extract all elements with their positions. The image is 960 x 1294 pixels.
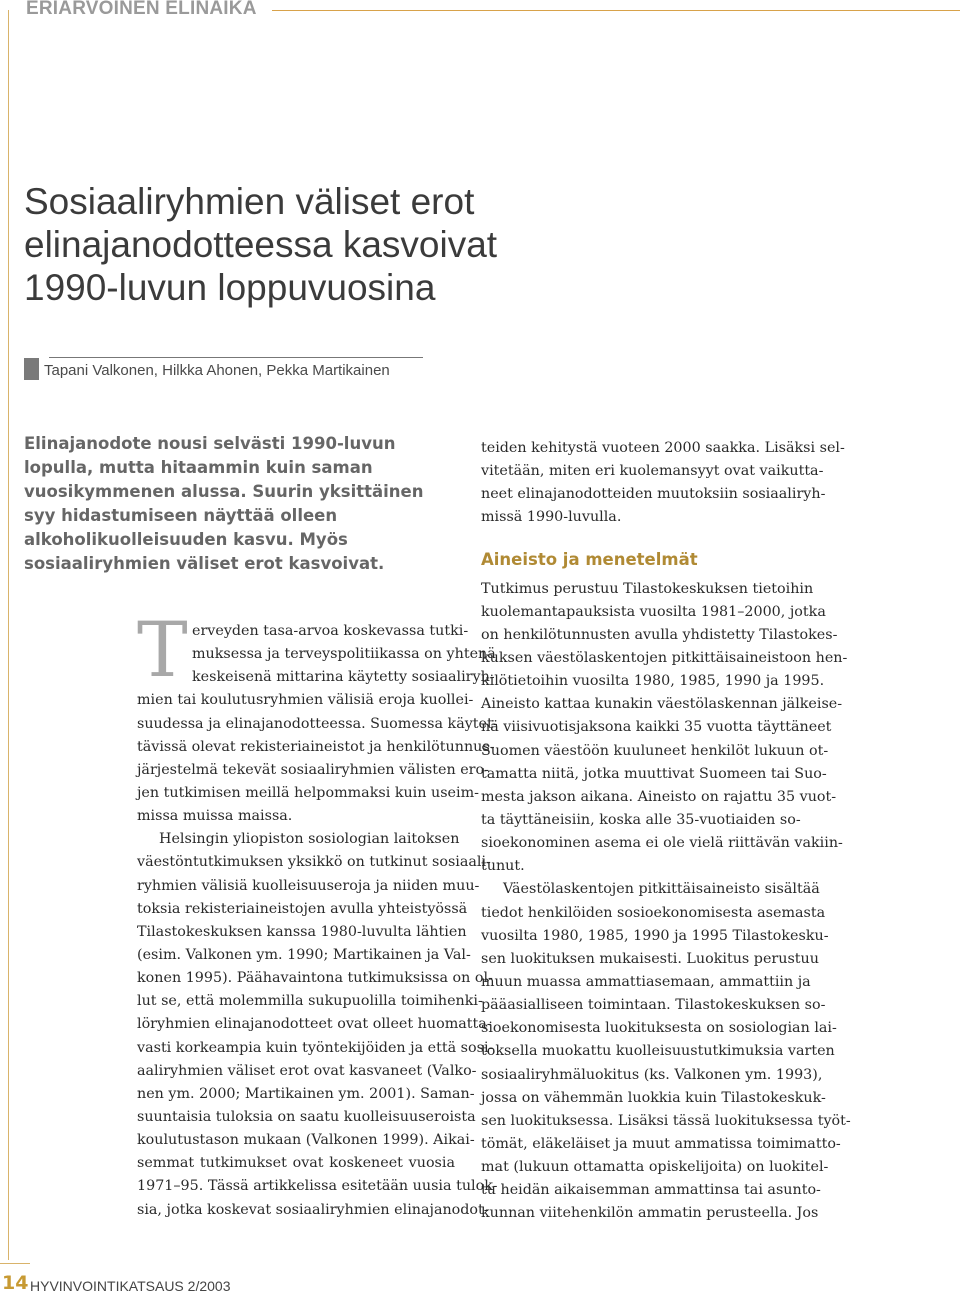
title-line: Sosiaaliryhmien väliset erot [24, 181, 475, 222]
title-line: 1990-luvun loppuvuosina [24, 267, 436, 308]
body-line: muksessa ja terveyspolitiikassa on yhtenä [192, 646, 496, 663]
body-line: tunut. [481, 858, 525, 875]
body-line: missä 1990-luvulla. [481, 509, 622, 526]
body-line: järjestelmä tekevät sosiaaliryhmien välisten ero- [137, 761, 489, 778]
body-line: väestöntutkimuksen yksikkö on tutkinut sosiaali- [137, 854, 491, 871]
author-marker [24, 358, 39, 380]
body-line: koulutustason mukaan (Valkonen 1999). Aikai- [137, 1132, 475, 1149]
body-line: kunnan viitehenkilön ammatin perusteella. Jos [481, 1205, 819, 1222]
body-line: Tilastokeskuksen kanssa 1980-luvulta lähtien [137, 923, 467, 940]
body-line: toksia rekisteriaineistojen avulla yhteistyössä [137, 900, 468, 917]
body-line: vuosilta 1980, 1985, 1990 ja 1995 Tilastokesku- [481, 927, 829, 944]
body-line: kilötietoihin vuosilta 1980, 1985, 1990 ja 1995. [481, 673, 825, 690]
running-header [0, 0, 960, 24]
body-line: mat (lukuun ottamatta opiskelijoita) on luokitel- [481, 1159, 829, 1176]
body-line: aaliryhmien väliset erot ovat kasvaneet (Valko- [137, 1062, 477, 1079]
body-line: ryhmien välisiä kuolleisuuseroja ja niiden muu- [137, 877, 480, 894]
body-line: sioekonomisesta luokituksesta on sosiologian lai- [481, 1020, 837, 1037]
page-number: 14 [2, 1272, 29, 1294]
body-line: muun muassa ammattiasemaan, ammattiin ja [481, 973, 811, 990]
body-line: tiedot henkilöiden sosioekonomisesta asemasta [481, 904, 826, 921]
title-line: elinajanodotteessa kasvoivat [24, 224, 498, 265]
body-line: suudessa ja elinajanodotteessa. Suomessa käytet- [137, 715, 498, 732]
body-line: sosiaaliryhmäluokitus (ks. Valkonen ym. 1993), [481, 1066, 823, 1083]
body-line: missa muissa maissa. [137, 808, 293, 825]
body-line: jossa on vähemmän luokkia kuin Tilastokeskuk- [481, 1089, 826, 1106]
body-line: erveyden tasa-arvoa koskevassa tutki- [192, 623, 469, 639]
authors: Tapani Valkonen, Hilkka Ahonen, Pekka Martikainen [44, 362, 390, 379]
lead-line: sosiaaliryhmien väliset erot kasvoivat. [24, 554, 385, 573]
author-rule [49, 357, 423, 358]
footer-rule [0, 1263, 30, 1264]
body-column-1 [137, 620, 498, 1222]
body-line: sioekonominen asema ei ole vielä riittävän vakiin- [481, 835, 843, 852]
body-line: löryhmien elinajanodotteet ovat olleet huomatta- [137, 1016, 492, 1033]
body-line: toksella muokattu kuolleisuustutkimuksia varten [481, 1043, 835, 1060]
section-label: ERIARVOINEN ELINAIKA [26, 0, 257, 19]
body-line: vitetään, miten eri kuolemansyyt ovat vaikutta- [481, 463, 824, 480]
body-line: tamatta niitä, jotka muuttivat Suomeen tai Suo- [481, 765, 827, 782]
publication-name: HYVINVOINTIKATSAUS 2/2003 [30, 1278, 231, 1294]
body-line: Väestölaskentojen pitkittäisaineisto sisältää [503, 881, 820, 898]
body-line: kuksen väestölaskentojen pitkittäisaineistoon hen- [481, 649, 848, 666]
body-line: on henkilötunnusten avulla yhdistetty Tilastokes- [481, 626, 838, 643]
body-line: konen 1995). Päähavaintona tutkimuksissa on ol- [137, 970, 493, 987]
body-line: suuntaisia tuloksia on saatu kuolleisuuseroista [137, 1108, 476, 1125]
header-rule [272, 10, 960, 11]
body-line: 1971–95. Tässä artikkelissa esitetään uusia tulok- [137, 1178, 498, 1195]
lead-line: vuosikymmenen alussa. Suurin yksittäinen [24, 482, 424, 501]
body-line: (esim. Valkonen ym. 1990; Martikainen ja Val- [137, 946, 471, 963]
lead-paragraph [24, 432, 424, 576]
body-line: ta täyttäneisiin, koska alle 35-vuotiaiden so- [481, 811, 801, 828]
body-line: kuolemantapauksista vuosilta 1981–2000, jotka [481, 603, 826, 620]
body-line: lut se, että molemmilla sukupuolilla toimihenki- [137, 993, 483, 1010]
lead-line: Elinajanodote nousi selvästi 1990-luvun [24, 434, 396, 453]
lead-line: syy hidastumiseen näyttää olleen [24, 506, 338, 525]
body-line: sia, jotka koskevat sosiaaliryhmien elinajanodot- [137, 1201, 489, 1218]
drop-cap: T [137, 605, 188, 694]
body-line: tu heidän aikaisemman ammattinsa tai asunto- [481, 1182, 821, 1199]
body-line: tömät, eläkeläiset ja muut ammatissa toimimatto- [481, 1135, 841, 1152]
article-title [24, 180, 644, 309]
body-line: Helsingin yliopiston sosiologian laitoksen [159, 831, 460, 848]
body-line: jen tutkimisen meillä helpommaksi kuin useim- [137, 784, 479, 801]
body-line: pääasialliseen toimintaan. Tilastokeskuksen so- [481, 997, 826, 1014]
body-line: sen luokituksessa. Lisäksi tässä luokituksessa työt- [481, 1112, 851, 1129]
body-line: Suomen väestöön kuuluneet henkilöt lukuun ot- [481, 742, 829, 759]
body-line: vasti korkeampia kuin työntekijöiden ja että sosi- [137, 1039, 494, 1056]
body-column-2 [481, 437, 851, 1226]
body-line: semmat tutkimukset ovat koskeneet vuosia [137, 1155, 455, 1172]
body-line: mesta jakson aikana. Aineisto on rajattu 35 vuot- [481, 788, 837, 805]
lead-line: lopulla, mutta hitaammin kuin saman [24, 458, 373, 477]
body-line: sen luokituksen mukaisesti. Luokitus perustuu [481, 950, 819, 967]
section-heading: Aineisto ja menetelmät [481, 549, 698, 569]
body-line: Tutkimus perustuu Tilastokeskuksen tietoihin [481, 580, 814, 597]
body-line: teiden kehitystä vuoteen 2000 saakka. Lisäksi sel- [481, 440, 845, 456]
body-line: tävissä olevat rekisteriaineistot ja henkilötunnus- [137, 738, 495, 755]
body-line: keskeisenä mittarina käytetty sosiaaliryh- [192, 669, 495, 686]
body-line: Aineisto kattaa kunakin väestölaskennan jälkeise- [481, 696, 843, 713]
body-line: nä viisivuotisjaksona kaikki 35 vuotta täyttäneet [481, 719, 832, 736]
body-line: mien tai koulutusryhmien välisiä eroja kuollei- [137, 692, 474, 709]
lead-line: alkoholikuolleisuuden kasvu. Myös [24, 530, 348, 549]
body-line: neet elinajanodotteiden muutoksiin sosiaaliryh- [481, 486, 826, 503]
margin-rule [8, 10, 9, 1260]
body-line: nen ym. 2000; Martikainen ym. 2001). Saman- [137, 1085, 475, 1102]
